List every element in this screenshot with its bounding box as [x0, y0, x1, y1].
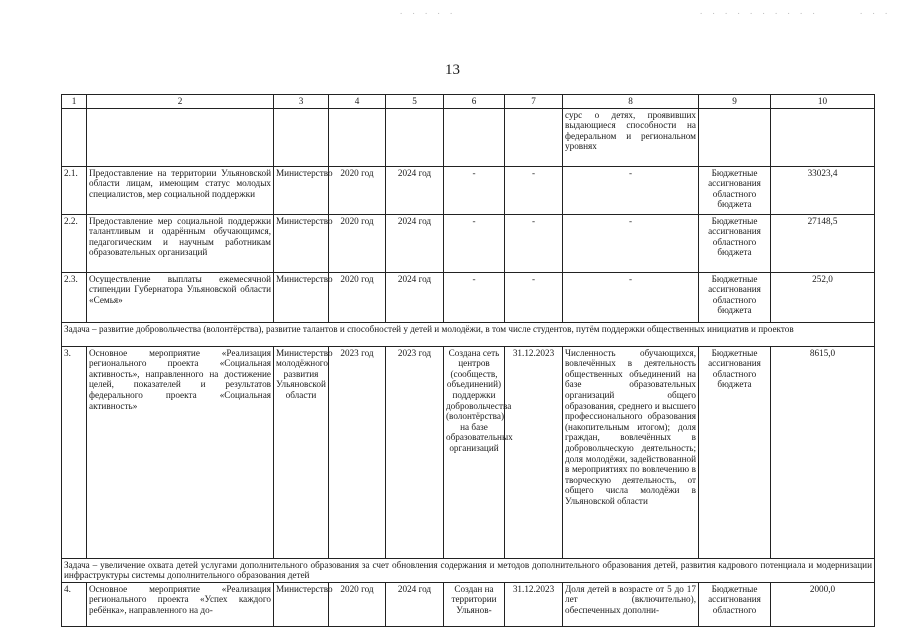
result-cell: Создана сеть центров (сообществ, объединений) поддержки добровольчества (волонтёрства) на базе образовательных организаций [444, 346, 505, 558]
start-cell: 2020 год [329, 166, 386, 214]
event-cell: Осуществление выплаты ежемесячной стипендии Губернатора Ульяновской области «Семья» [87, 272, 274, 322]
indicator-cell: - [563, 272, 699, 322]
col-header: 4 [329, 95, 386, 109]
result-cell: - [444, 166, 505, 214]
table-row [62, 272, 875, 322]
executor-cell: Министерство [274, 214, 329, 272]
col-header: 2 [87, 95, 274, 109]
start-cell: 2020 год [329, 582, 386, 626]
source-cell: Бюджетные ассигнования областного бюджета [699, 166, 771, 214]
task-row [62, 322, 875, 346]
task-text: Задача – развитие добровольчества (волонтёрства), развитие талантов и способностей у детей и молодёжи, в том числе студентов, путём поддержки общественных инициатив и проектов [62, 322, 875, 346]
scan-artifact: . . . [860, 6, 892, 16]
col-header: 9 [699, 95, 771, 109]
indicator-cell: Доля детей в возрасте от 5 до 17 лет (включительно), обеспеченных дополни- [563, 582, 699, 626]
header-row [62, 95, 875, 109]
col-header: 10 [771, 95, 875, 109]
row-number: 2.2. [62, 214, 87, 272]
end-cell: 2024 год [386, 166, 444, 214]
col-header: 5 [386, 95, 444, 109]
col-header: 7 [505, 95, 563, 109]
executor-cell: Министерство [274, 272, 329, 322]
event-cell: Предоставление на территории Ульяновской области лицам, имеющим статус молодых специалистов, мер социальной поддержки [87, 166, 274, 214]
date-cell: 31.12.2023 [505, 582, 563, 626]
continuation-row [62, 108, 875, 166]
date-cell: - [505, 214, 563, 272]
program-table [61, 94, 875, 627]
amount-cell: 33023,4 [771, 166, 875, 214]
table-row [62, 166, 875, 214]
event-cell: Основное мероприятие «Реализация регионального проекта «Социальная активность», направленного на достижение целей, показателей и результатов федерального проекта «Социальная активность» [87, 346, 274, 558]
start-cell: 2020 год [329, 272, 386, 322]
scan-artifact: . . . . . [400, 6, 457, 16]
table-row [62, 346, 875, 558]
start-cell: 2020 год [329, 214, 386, 272]
col-header: 8 [563, 95, 699, 109]
executor-cell: Министерство [274, 582, 329, 626]
indicator-cell: Численность обучающихся, вовлечённых в деятельность общественных объединений на базе образовательных организаций общего образования, среднего и высшего профессионального образования (накопительным итогом); доля граждан, вовлечённых в добровольческую деятельность; доля молодёжи, задействованной в мероприятиях по вовлечению в творческую деятельность, от общего числа молодёжи в Ульяновской области [563, 346, 699, 558]
date-cell: - [505, 272, 563, 322]
col-header: 1 [62, 95, 87, 109]
page-number: 13 [445, 62, 460, 78]
task-text: Задача – увеличение охвата детей услугами дополнительного образования за счет обновления содержания и методов дополнительного образования детей, развития кадрового потенциала и модернизации инфраструктуры системы дополнительного образования детей [62, 558, 875, 582]
amount-cell: 27148,5 [771, 214, 875, 272]
source-cell: Бюджетные ассигнования областного бюджета [699, 346, 771, 558]
amount-cell: 252,0 [771, 272, 875, 322]
event-cell: Основное мероприятие «Реализация регионального проекта «Успех каждого ребёнка», направленного на до- [87, 582, 274, 626]
scan-artifact: . . . . . . . . . . [700, 6, 819, 16]
amount-cell: 2000,0 [771, 582, 875, 626]
end-cell: 2024 год [386, 272, 444, 322]
result-cell: Создан на территории Ульянов- [444, 582, 505, 626]
executor-cell: Министерство молодёжного развития Ульяновской области [274, 346, 329, 558]
indicator-cell: сурс о детях, проявивших выдающиеся способности на федеральном и региональном уровнях [563, 108, 699, 166]
col-header: 6 [444, 95, 505, 109]
result-cell: - [444, 272, 505, 322]
indicator-cell: - [563, 166, 699, 214]
result-cell: - [444, 214, 505, 272]
table-row [62, 214, 875, 272]
event-cell: Предоставление мер социальной поддержки талантливым и одарённым обучающимся, педагогическим и научным работникам образовательных организаций [87, 214, 274, 272]
row-number: 2.3. [62, 272, 87, 322]
end-cell: 2024 год [386, 582, 444, 626]
source-cell: Бюджетные ассигнования областного бюджета [699, 214, 771, 272]
source-cell: Бюджетные ассигнования областного бюджета [699, 272, 771, 322]
col-header: 3 [274, 95, 329, 109]
amount-cell: 8615,0 [771, 346, 875, 558]
end-cell: 2023 год [386, 346, 444, 558]
task-row [62, 558, 875, 582]
date-cell: - [505, 166, 563, 214]
indicator-cell: - [563, 214, 699, 272]
row-number: 4. [62, 582, 87, 626]
row-number: 3. [62, 346, 87, 558]
source-cell: Бюджетные ассигнования областного [699, 582, 771, 626]
executor-cell: Министерство [274, 166, 329, 214]
end-cell: 2024 год [386, 214, 444, 272]
start-cell: 2023 год [329, 346, 386, 558]
row-number: 2.1. [62, 166, 87, 214]
table-row [62, 582, 875, 626]
date-cell: 31.12.2023 [505, 346, 563, 558]
